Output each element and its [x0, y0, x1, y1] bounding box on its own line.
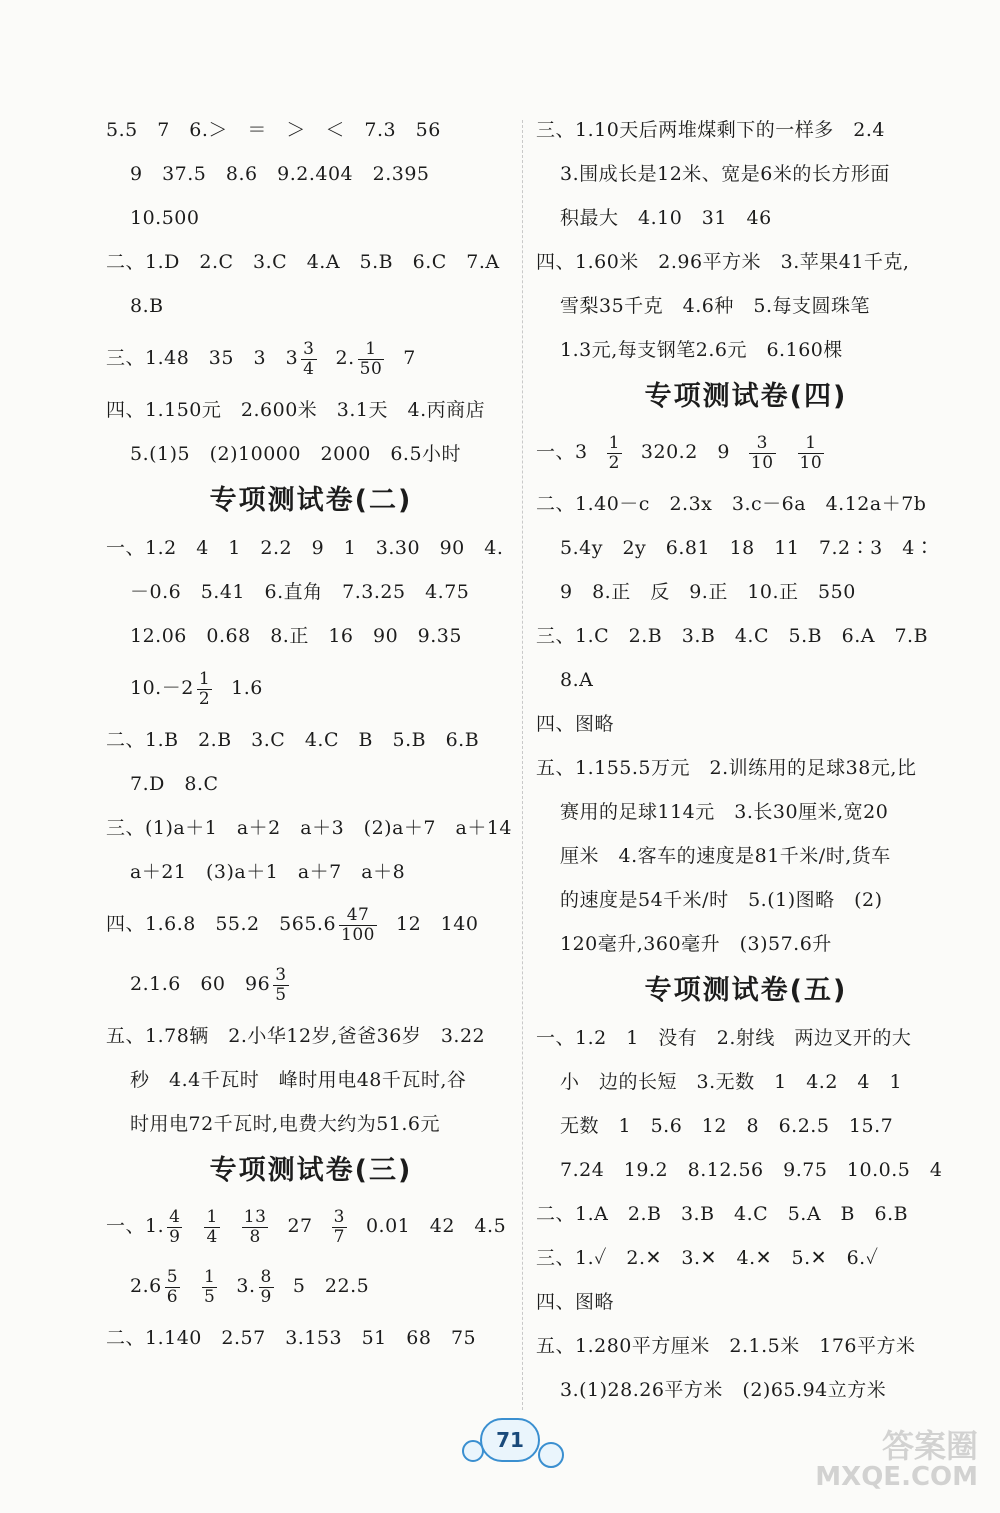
text-line: 五、1.155.5万元 2.训练用的足球38元,比 [536, 757, 917, 779]
text-line: 二、1.40－c 2.3x 3.c－6a 4.12a＋7b [536, 493, 927, 515]
text-line [536, 422, 956, 482]
section-title: 专项测试卷(五) [644, 975, 848, 1006]
text-run: 2.1.6 60 96 [130, 973, 271, 995]
text-line: 四、1.60米 2.96平方米 3.苹果41千克, [536, 251, 910, 273]
numerator: 1 [608, 432, 620, 453]
denominator: 9 [169, 1226, 181, 1247]
numerator: 1 [798, 434, 825, 454]
denominator: 5 [204, 1286, 216, 1307]
text-line: 雪梨35千克 4.6种 5.每支圆珠笔 [560, 295, 871, 317]
text-line: 四、图略 [536, 1291, 615, 1313]
text-line [106, 328, 516, 388]
numerator: 1 [198, 668, 211, 689]
text-line: 无数 1 5.6 12 8 6.2.5 15.7 [560, 1115, 894, 1137]
text-line: 二、1.140 2.57 3.153 51 68 75 [106, 1327, 477, 1349]
text-line: 三、1.✓ 2.✕ 3.✕ 4.✕ 5.✕ 6.✓ [536, 1247, 879, 1269]
denominator: 5 [275, 984, 287, 1005]
text-run: 12 140 [396, 913, 479, 935]
denominator: 6 [166, 1286, 179, 1307]
left-column [106, 108, 516, 1360]
text-run: 7 [403, 347, 416, 369]
fraction [197, 670, 212, 708]
text-run: 三、1.48 35 3 3 [106, 347, 299, 369]
numerator: 5 [166, 1266, 179, 1287]
text-run: 5 22.5 [292, 1275, 370, 1297]
section-title: 专项测试卷(四) [644, 381, 848, 412]
text-line: 5.5 7 6.＞ ＝ ＞ ＜ 7.3 56 [106, 119, 441, 141]
text-line: 120毫升,360毫升 (3)57.6升 [560, 933, 832, 955]
text-run: 0.01 42 4.5 [365, 1215, 507, 1237]
text-run: 2. [335, 347, 355, 369]
text-line [106, 954, 516, 1014]
denominator: 100 [341, 924, 375, 945]
text-line: 9 37.5 8.6 9.2.404 2.395 [130, 163, 430, 185]
text-line: 1.3元,每支钢笔2.6元 6.160棵 [560, 339, 843, 361]
section-title: 专项测试卷(二) [209, 485, 413, 516]
denominator: 4 [206, 1226, 218, 1247]
text-run: 四、1.6.8 55.2 565.6 [106, 913, 337, 935]
numerator: 1 [206, 1206, 218, 1227]
text-run: 一、1. [106, 1215, 165, 1237]
text-line: 5.(1)5 (2)10000 2000 6.5小时 [130, 443, 462, 465]
numerator: 1 [358, 340, 385, 360]
fraction [332, 1208, 347, 1246]
denominator: 8 [249, 1226, 261, 1247]
text-run: 3. [236, 1275, 256, 1297]
text-line: 小 边的长短 3.无数 1 4.2 4 1 [560, 1071, 903, 1093]
watermark-url: MXQE.COM [815, 1461, 978, 1492]
text-line: 12.06 0.68 8.正 16 90 9.35 [130, 625, 462, 647]
section-title: 专项测试卷(三) [209, 1155, 413, 1186]
text-line: 3.围成长是12米、宽是6米的长方形面 [560, 163, 890, 185]
text-line [106, 658, 516, 718]
fraction [165, 1268, 180, 1306]
text-line: 一、1.2 4 1 2.2 9 1 3.30 90 4. [106, 537, 504, 559]
fraction [204, 1208, 219, 1246]
numerator: 4 [169, 1206, 181, 1227]
watermark-text: 答案圈 [881, 1427, 978, 1465]
text-line: 7.24 19.2 8.12.56 9.75 10.0.5 4 [560, 1159, 943, 1181]
text-line: 3.(1)28.26平方米 (2)65.94立方米 [560, 1379, 887, 1401]
text-line [106, 1196, 516, 1256]
text-line: 5.4y 2y 6.81 18 11 7.2∶3 4∶ [560, 537, 935, 559]
text-run: 10.－2 [130, 677, 194, 699]
text-line: 秒 4.4千瓦时 峰时用电48千瓦时,谷 [130, 1069, 467, 1091]
watermark [815, 1427, 978, 1492]
denominator: 4 [303, 358, 315, 379]
fraction [301, 340, 316, 378]
text-line: 三、1.C 2.B 3.B 4.C 5.B 6.A 7.B [536, 625, 929, 647]
fraction [167, 1208, 182, 1246]
text-line: 赛用的足球114元 3.长30厘米,宽20 [560, 801, 889, 823]
text-line [106, 894, 516, 954]
text-run: 320.2 9 [640, 441, 730, 463]
numerator: 1 [204, 1266, 216, 1287]
denominator: 2 [608, 452, 620, 473]
right-column [536, 108, 956, 1412]
denominator: 7 [333, 1226, 345, 1247]
text-line: 五、1.78辆 2.小华12岁,爸爸36岁 3.22 [106, 1025, 486, 1047]
numerator: 3 [749, 434, 776, 454]
fraction [242, 1208, 269, 1246]
fraction [749, 434, 776, 472]
text-line: －0.6 5.41 6.直角 7.3.25 4.75 [130, 581, 470, 603]
numerator: 8 [260, 1266, 272, 1287]
denominator: 10 [750, 452, 774, 473]
text-line [106, 1256, 516, 1316]
column-divider [522, 120, 523, 1410]
fraction [339, 906, 377, 944]
fraction [798, 434, 825, 472]
fraction [607, 434, 622, 472]
text-run: 2.6 [130, 1275, 162, 1297]
text-line: 五、1.280平方厘米 2.1.5米 176平方米 [536, 1335, 916, 1357]
denominator: 50 [359, 358, 383, 379]
denominator: 9 [260, 1286, 272, 1307]
text-line: 8.A [560, 669, 594, 691]
text-line: 三、1.10天后两堆煤剩下的一样多 2.4 [536, 119, 886, 141]
text-run: 一、3 [536, 441, 588, 463]
fraction [202, 1268, 217, 1306]
text-line: 时用电72千瓦时,电费大约为51.6元 [130, 1113, 441, 1135]
bubble-decoration-icon [538, 1442, 564, 1468]
fraction [358, 340, 385, 378]
text-line: 积最大 4.10 31 46 [560, 207, 772, 229]
text-line: 的速度是54千米/时 5.(1)图略 (2) [560, 889, 883, 911]
text-line: 厘米 4.客车的速度是81千米/时,货车 [560, 845, 891, 867]
text-line: 8.B [130, 295, 164, 317]
text-line: 二、1.A 2.B 3.B 4.C 5.A B 6.B [536, 1203, 909, 1225]
numerator: 3 [275, 964, 287, 985]
text-line: 三、(1)a＋1 a＋2 a＋3 (2)a＋7 a＋14 [106, 817, 512, 839]
numerator: 13 [243, 1206, 267, 1227]
fraction [273, 966, 288, 1004]
text-run: 27 [287, 1215, 313, 1237]
text-line: 10.500 [130, 207, 200, 229]
text-line: 7.D 8.C [130, 773, 219, 795]
denominator: 10 [799, 452, 823, 473]
text-line: 9 8.正 反 9.正 10.正 550 [560, 581, 856, 603]
text-line: 四、图略 [536, 713, 615, 735]
numerator: 47 [339, 906, 377, 926]
numerator: 3 [303, 338, 315, 359]
denominator: 2 [198, 688, 211, 709]
text-line: a＋21 (3)a＋1 a＋7 a＋8 [130, 861, 406, 883]
text-line: 二、1.D 2.C 3.C 4.A 5.B 6.C 7.A [106, 251, 500, 273]
text-line: 四、1.150元 2.600米 3.1天 4.丙商店 [106, 399, 486, 421]
text-line: 一、1.2 1 没有 2.射线 两边叉开的大 [536, 1027, 912, 1049]
text-line: 二、1.B 2.B 3.C 4.C B 5.B 6.B [106, 729, 480, 751]
text-run: 1.6 [231, 677, 263, 699]
page-number: 71 [480, 1418, 540, 1462]
numerator: 3 [333, 1206, 345, 1227]
fraction [259, 1268, 274, 1306]
